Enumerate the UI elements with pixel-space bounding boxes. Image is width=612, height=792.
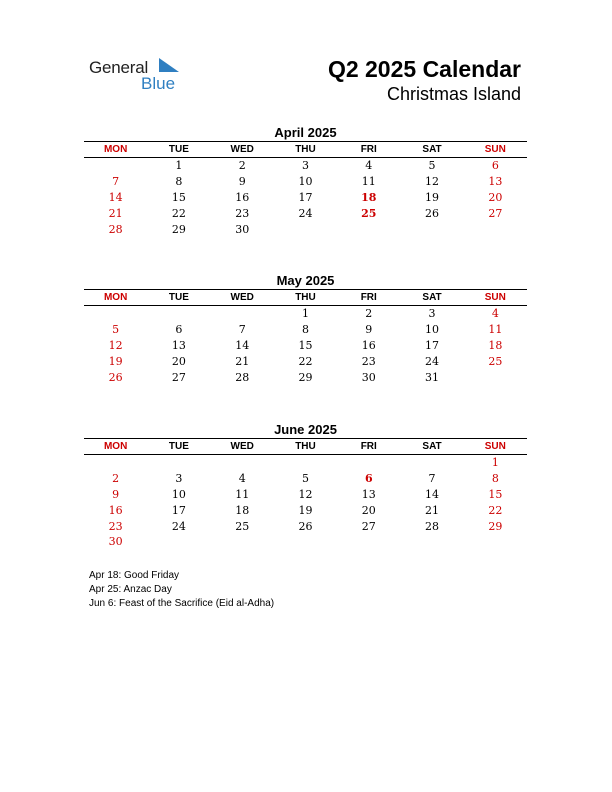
day-cell: 27: [171, 370, 186, 384]
day-cell: 4: [491, 307, 499, 321]
day-cell: 27: [488, 206, 503, 220]
day-cell: 29: [298, 370, 313, 384]
day-cell: 14: [108, 190, 123, 204]
weekday-sun: SUN: [484, 292, 506, 303]
day-cell: 1: [491, 456, 499, 470]
day-cell: 15: [298, 338, 313, 352]
weekday-sat: SAT: [422, 144, 442, 155]
holiday-item: Apr 18: Good Friday: [89, 570, 180, 581]
day-cell: 7: [238, 323, 246, 337]
day-cell: 10: [171, 487, 186, 501]
day-cell: 24: [298, 206, 313, 220]
day-cell: 10: [298, 175, 313, 189]
weekday-mon: MON: [103, 144, 128, 155]
day-cell: 2: [238, 159, 246, 173]
holiday-item: Jun 6: Feast of the Sacrifice (Eid al-Adha): [89, 598, 275, 609]
weekday-wed: WED: [230, 292, 254, 303]
holiday-list: [89, 569, 274, 611]
weekday-header-row: [84, 142, 527, 157]
day-cell: 19: [425, 190, 440, 204]
week-row: [84, 534, 527, 550]
day-cell: 7: [428, 472, 436, 486]
day-cell: 17: [171, 503, 186, 517]
weekday-mon: MON: [103, 441, 128, 452]
day-cell: 23: [235, 206, 250, 220]
day-cell: 6: [175, 323, 183, 337]
day-cell: 8: [175, 175, 183, 189]
page-subtitle: Christmas Island: [386, 84, 521, 104]
week-row: [84, 158, 527, 174]
week-row: [84, 221, 527, 237]
day-cell: 8: [491, 472, 499, 486]
day-cell: 22: [171, 206, 186, 220]
weekday-header-row: [84, 439, 527, 454]
week-row: [84, 502, 527, 518]
day-cell: 20: [488, 190, 503, 204]
day-cell: 15: [171, 190, 186, 204]
week-row: [84, 353, 527, 369]
weekday-thu: THU: [295, 292, 316, 303]
day-cell: 3: [301, 159, 309, 173]
day-cell: 20: [171, 354, 186, 368]
week-row: [84, 205, 527, 221]
month-title: April 2025: [274, 125, 337, 140]
day-cell: 14: [425, 487, 440, 501]
day-cell: 17: [425, 338, 440, 352]
day-grid: [84, 158, 527, 237]
month-june: [84, 421, 527, 550]
day-cell: 30: [361, 370, 376, 384]
weekday-sun: SUN: [484, 441, 506, 452]
day-cell: 23: [361, 354, 376, 368]
day-cell: 22: [488, 503, 503, 517]
weekday-header-row: [84, 290, 527, 305]
day-cell: 5: [301, 472, 309, 486]
day-cell: 25: [235, 519, 250, 533]
day-cell: 30: [235, 222, 250, 236]
day-cell: 28: [108, 222, 123, 236]
month-title: June 2025: [274, 422, 337, 437]
day-cell: 2: [365, 307, 373, 321]
weekday-mon: MON: [103, 292, 128, 303]
day-cell: 26: [425, 206, 440, 220]
day-cell: 26: [298, 519, 313, 533]
day-cell: 4: [365, 159, 373, 173]
weekday-fri: FRI: [360, 441, 377, 452]
day-cell: 31: [425, 370, 440, 384]
day-cell: 29: [171, 222, 186, 236]
day-cell: 21: [235, 354, 250, 368]
logo-flag-icon: [159, 58, 179, 72]
day-cell: 16: [108, 503, 123, 517]
day-cell: 23: [108, 519, 123, 533]
week-row: [84, 322, 527, 338]
day-cell: 12: [425, 175, 440, 189]
weekday-wed: WED: [230, 144, 254, 155]
week-row: [84, 306, 527, 322]
day-cell: 18: [488, 338, 503, 352]
day-cell: 19: [108, 354, 123, 368]
generalblue-logo: [89, 56, 199, 96]
day-cell: 1: [175, 159, 183, 173]
week-row: [84, 369, 527, 385]
day-cell: 1: [301, 307, 309, 321]
week-row: [84, 487, 527, 503]
week-row: [84, 338, 527, 354]
logo-blue-text: Blue: [141, 74, 176, 93]
weekday-sun: SUN: [484, 144, 506, 155]
day-cell: 17: [298, 190, 313, 204]
day-cell: 14: [235, 338, 250, 352]
day-cell: 21: [108, 206, 123, 220]
day-cell: 16: [361, 338, 376, 352]
day-cell: 19: [298, 503, 313, 517]
day-cell: 25: [488, 354, 503, 368]
day-cell: 18: [235, 503, 250, 517]
weekday-thu: THU: [295, 144, 316, 155]
day-cell: 26: [108, 370, 123, 384]
day-cell: 29: [488, 519, 503, 533]
day-cell: 8: [301, 323, 309, 337]
week-row: [84, 174, 527, 190]
day-cell: 28: [425, 519, 440, 533]
weekday-tue: TUE: [168, 292, 189, 303]
weekday-sat: SAT: [422, 292, 442, 303]
month-may: [84, 272, 527, 385]
week-row: [84, 518, 527, 534]
day-cell: 27: [361, 519, 376, 533]
day-cell: 4: [238, 472, 246, 486]
day-grid: [84, 306, 527, 385]
weekday-thu: THU: [295, 441, 316, 452]
day-cell: 24: [425, 354, 440, 368]
day-cell: 12: [298, 487, 313, 501]
day-cell: 16: [235, 190, 250, 204]
day-cell: 5: [112, 323, 120, 337]
weekday-tue: TUE: [168, 441, 189, 452]
day-cell: 12: [108, 338, 123, 352]
weekday-wed: WED: [230, 441, 254, 452]
month-april: [84, 124, 527, 237]
logo-general-text: General: [89, 58, 149, 77]
day-cell: 9: [238, 175, 246, 189]
day-cell: 6: [364, 472, 373, 486]
day-cell: 3: [175, 472, 183, 486]
weekday-tue: TUE: [168, 144, 189, 155]
weekday-fri: FRI: [360, 144, 377, 155]
day-cell: 13: [488, 175, 503, 189]
month-title: May 2025: [276, 273, 335, 288]
week-row: [84, 190, 527, 206]
day-cell: 25: [361, 206, 377, 220]
day-grid: [84, 455, 527, 550]
day-cell: 13: [361, 487, 376, 501]
day-cell: 5: [428, 159, 436, 173]
day-cell: 21: [425, 503, 440, 517]
weekday-sat: SAT: [422, 441, 442, 452]
day-cell: 9: [365, 323, 373, 337]
day-cell: 20: [361, 503, 376, 517]
week-row: [84, 455, 527, 471]
day-cell: 11: [235, 487, 250, 501]
day-cell: 11: [361, 175, 376, 189]
day-cell: 10: [425, 323, 440, 337]
day-cell: 24: [171, 519, 186, 533]
day-cell: 30: [108, 535, 123, 549]
page-title: Q2 2025 Calendar: [327, 56, 521, 82]
day-cell: 13: [171, 338, 186, 352]
week-row: [84, 471, 527, 487]
day-cell: 15: [488, 487, 503, 501]
weekday-fri: FRI: [360, 292, 377, 303]
day-cell: 28: [235, 370, 250, 384]
day-cell: 7: [112, 175, 120, 189]
day-cell: 22: [298, 354, 313, 368]
day-cell: 9: [112, 487, 120, 501]
holiday-item: Apr 25: Anzac Day: [89, 584, 172, 595]
day-cell: 2: [112, 472, 120, 486]
day-cell: 11: [488, 323, 503, 337]
day-cell: 6: [491, 159, 499, 173]
day-cell: 3: [428, 307, 436, 321]
day-cell: 18: [361, 190, 377, 204]
